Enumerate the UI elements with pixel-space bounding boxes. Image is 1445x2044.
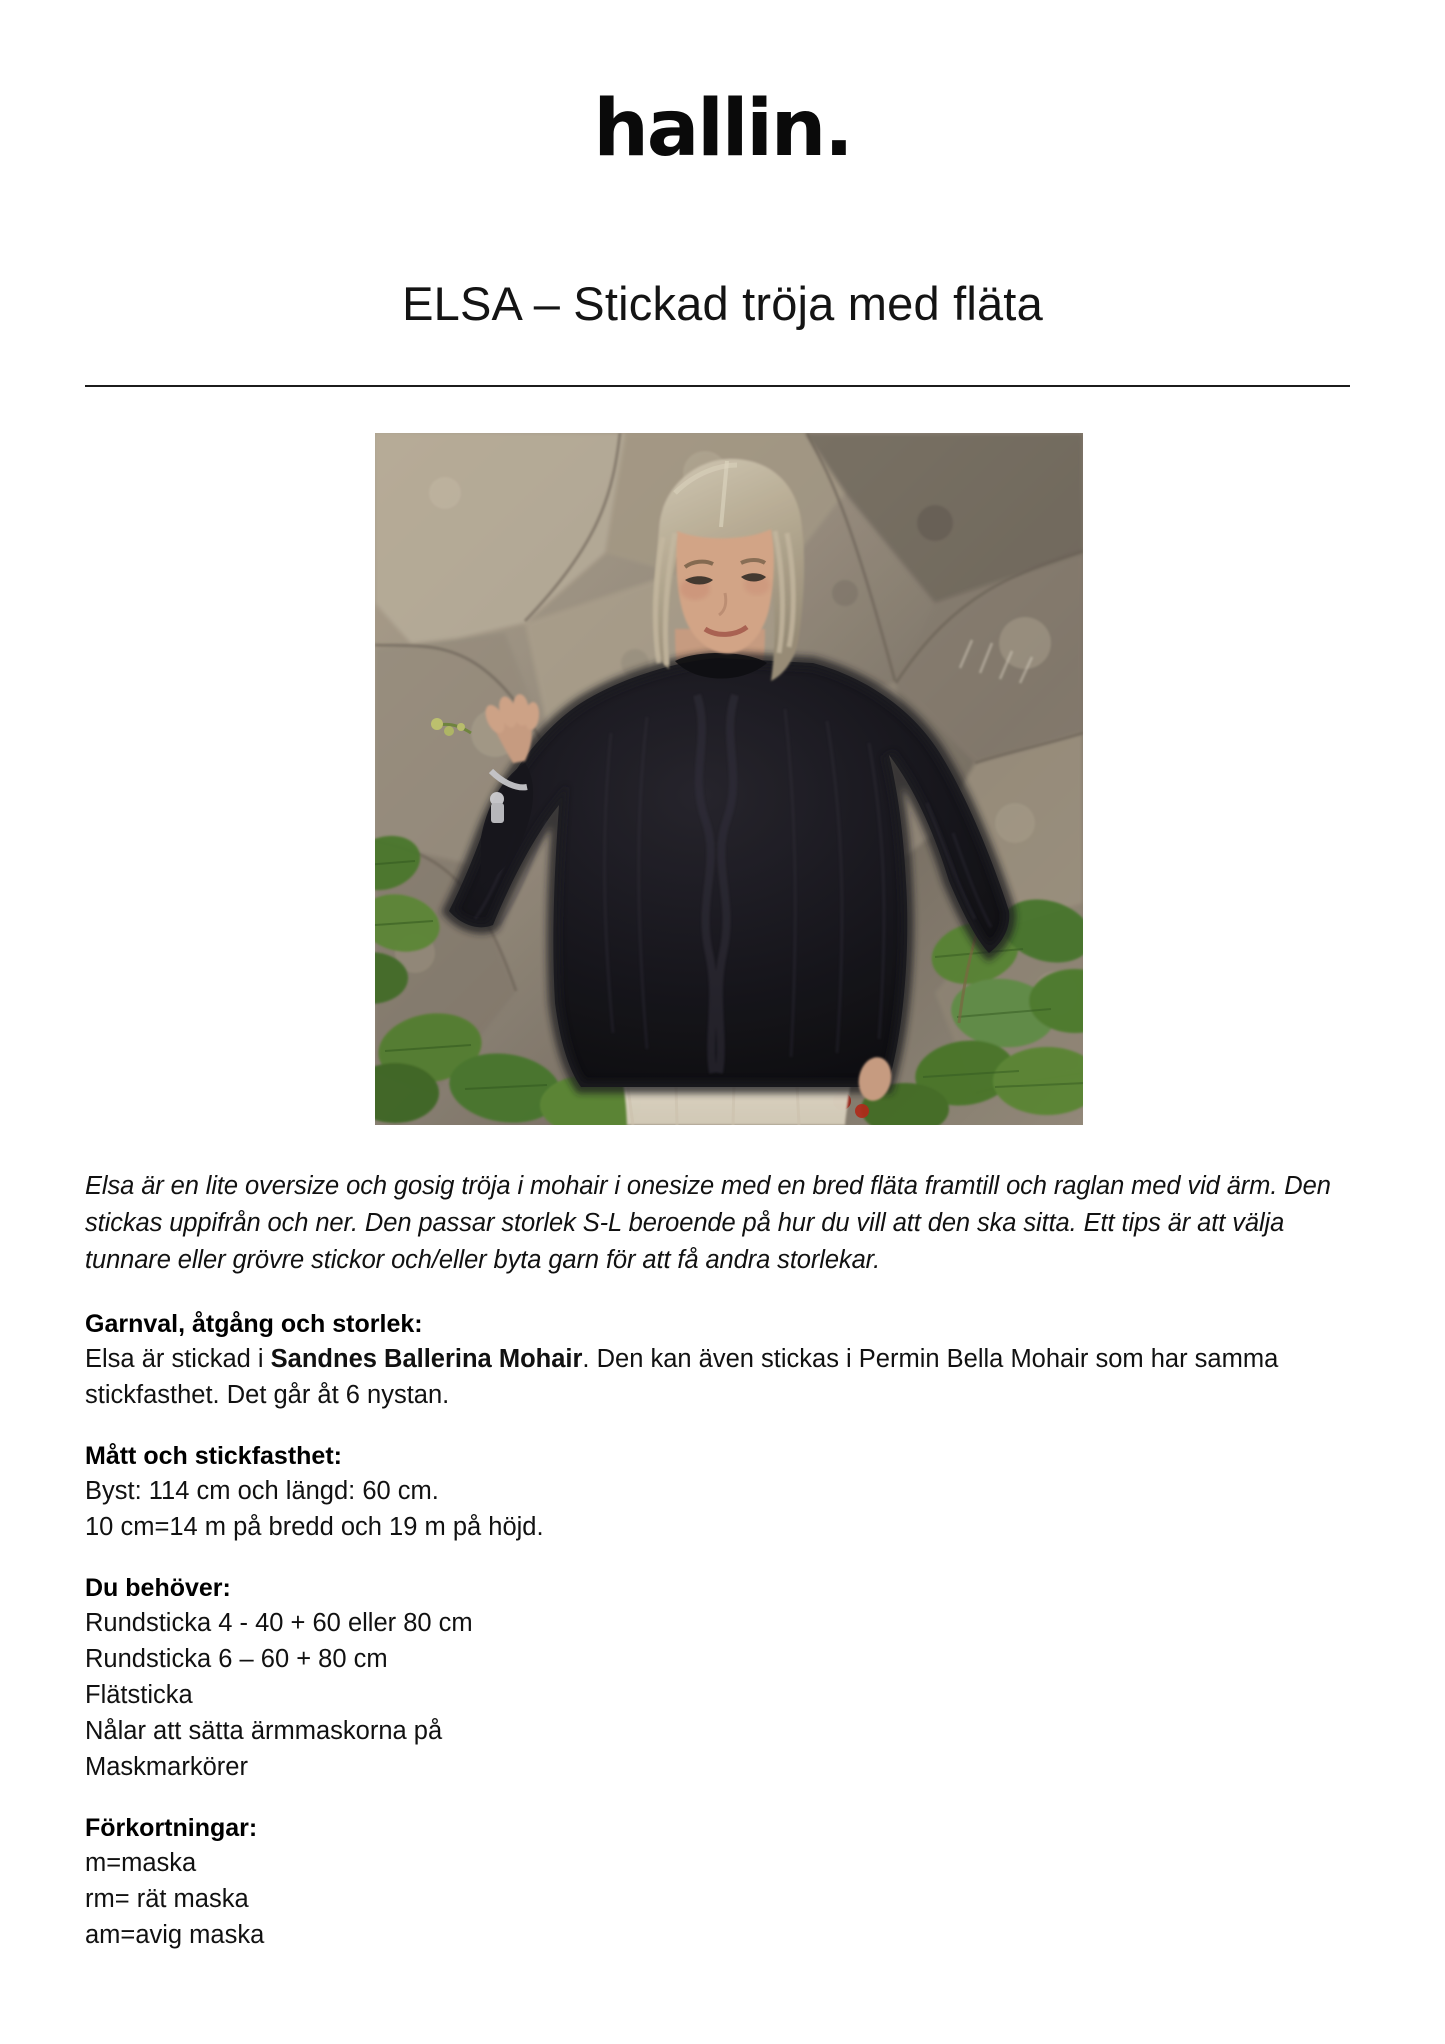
du-behover-list (85, 1605, 1360, 1785)
product-photo-image (375, 433, 1083, 1125)
section-garnval-heading: Garnval, åtgång och storlek: (85, 1310, 423, 1338)
section-garnval-text (85, 1341, 1360, 1413)
list-item: Rundsticka 4 - 40 + 60 eller 80 cm (85, 1609, 473, 1637)
title-divider (85, 385, 1350, 387)
section-garnval (85, 1307, 1360, 1413)
list-item: Rundsticka 6 – 60 + 80 cm (85, 1645, 388, 1673)
garnval-yarn-name: Sandnes Ballerina Mohair (270, 1345, 583, 1373)
brand-logo: hallin. (593, 84, 852, 174)
masthead (0, 84, 1445, 174)
list-item: m=maska (85, 1849, 197, 1877)
section-matt-line: Byst: 114 cm och längd: 60 cm. (85, 1477, 439, 1505)
list-item: Flätsticka (85, 1681, 193, 1709)
list-item: rm= rät maska (85, 1885, 249, 1913)
product-photo (375, 433, 1083, 1125)
section-du-behover-heading: Du behöver: (85, 1574, 231, 1602)
section-matt (85, 1439, 1360, 1545)
forkortningar-list (85, 1845, 1360, 1953)
list-item: am=avig maska (85, 1921, 265, 1949)
garnval-text-before: Elsa är stickad i (85, 1345, 271, 1373)
page-title: ELSA – Stickad tröja med fläta (402, 277, 1043, 330)
section-forkortningar-heading: Förkortningar: (85, 1814, 258, 1842)
list-item: Nålar att sätta ärmmaskorna på (85, 1717, 443, 1745)
body-content (85, 1168, 1360, 1979)
garnval-text-after: . Den kan även stickas i Permin Bella Mohair som har samma stickfasthet. Det går åt 6 nystan. (85, 1345, 1279, 1409)
intro-paragraph: Elsa är en lite oversize och gosig tröja i mohair i onesize med en bred fläta framtill och raglan med vid ärm. Den stickas uppifrån och ner. Den passar storlek S-L beroende på hur du vill att den ska sitta. Ett tips är att välja tunnare eller grövre stickor och/eller byta garn för att få andra storlekar. (85, 1172, 1331, 1274)
section-du-behover (85, 1571, 1360, 1785)
section-matt-heading: Mått och stickfasthet: (85, 1442, 342, 1470)
section-forkortningar (85, 1811, 1360, 1953)
section-matt-line: 10 cm=14 m på bredd och 19 m på höjd. (85, 1513, 544, 1541)
list-item: Maskmarkörer (85, 1753, 248, 1781)
